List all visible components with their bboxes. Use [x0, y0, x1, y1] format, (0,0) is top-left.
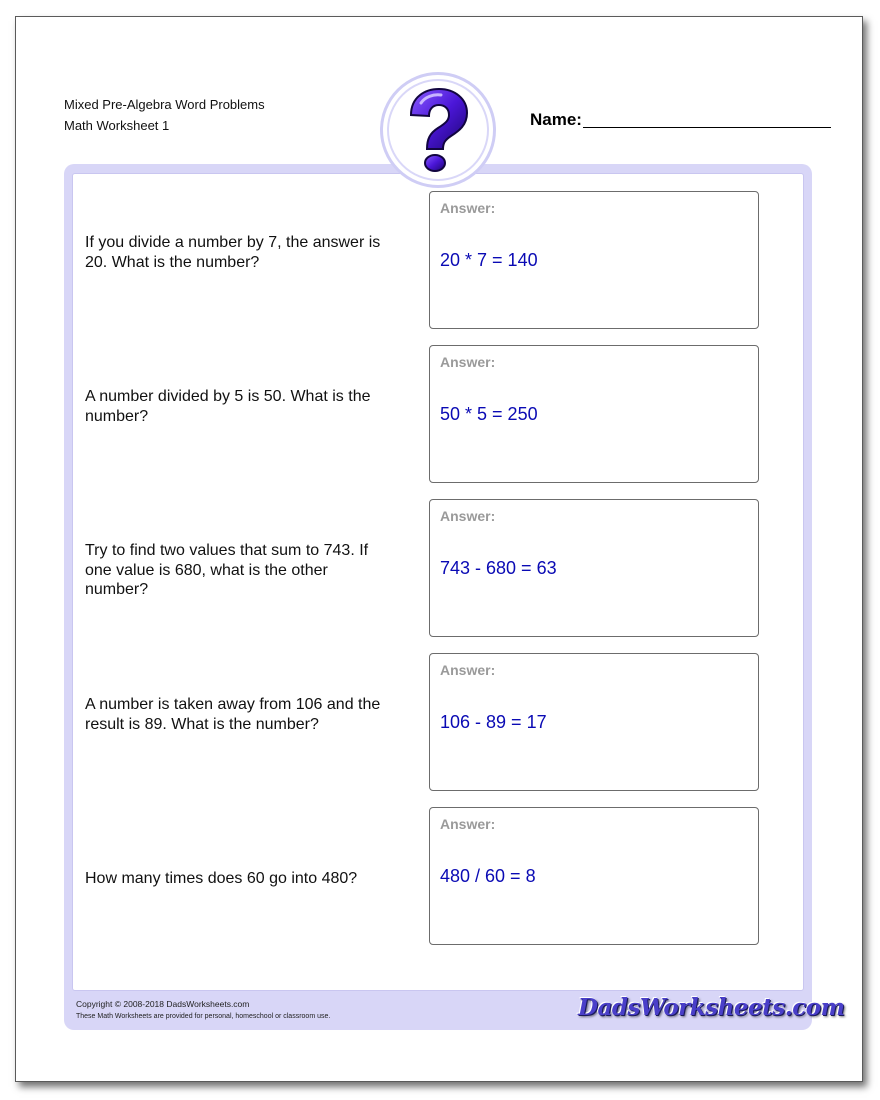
problem-4-answer: 106 - 89 = 17 — [440, 712, 547, 732]
problem-5-answer-box[interactable] — [429, 807, 759, 945]
brand-logo: DadsWorksheets.com — [578, 994, 845, 1021]
answer-label: Answer: — [440, 508, 496, 524]
problem-4-answer-box[interactable] — [429, 653, 759, 791]
problem-1-answer: 20 * 7 = 140 — [440, 250, 538, 270]
problem-5-answer: 480 / 60 = 8 — [440, 866, 536, 886]
problem-1-answer-box[interactable] — [429, 191, 759, 329]
name-label: Name: — [530, 110, 582, 129]
problem-2-answer-box[interactable] — [429, 345, 759, 483]
worksheet-title: Mixed Pre-Algebra Word Problems — [64, 97, 265, 112]
usage-note: These Math Worksheets are provided for personal, homeschool or classroom use. — [76, 1013, 331, 1020]
copyright-text: Copyright © 2008-2018 DadsWorksheets.com — [76, 999, 250, 1009]
question-mark-icon — [395, 85, 481, 175]
problem-2-question: A number divided by 5 is 50. What is the number? — [85, 388, 371, 425]
name-field[interactable] — [583, 127, 831, 128]
problem-1-question: If you divide a number by 7, the answer is 20. What is the number? — [85, 234, 381, 271]
answer-label: Answer: — [440, 354, 496, 370]
answer-label: Answer: — [440, 662, 496, 678]
problem-5-question: How many times does 60 go into 480? — [85, 870, 358, 887]
problem-3-answer: 743 - 680 = 63 — [440, 558, 557, 578]
problem-3-question: Try to find two values that sum to 743. If one value is 680, what is the other number? — [85, 542, 369, 598]
problem-4-question: A number is taken away from 106 and the result is 89. What is the number? — [85, 696, 381, 733]
problem-3-answer-box[interactable] — [429, 499, 759, 637]
worksheet-subtitle: Math Worksheet 1 — [64, 118, 170, 133]
problem-2-answer: 50 * 5 = 250 — [440, 404, 538, 424]
answer-label: Answer: — [440, 200, 496, 216]
answer-label: Answer: — [440, 816, 496, 832]
